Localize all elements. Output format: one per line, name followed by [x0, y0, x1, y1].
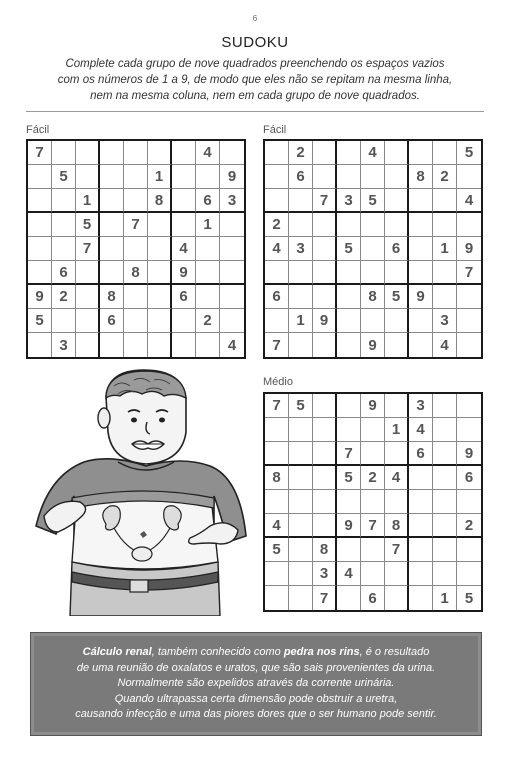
sudoku-empty-cell[interactable] [28, 333, 52, 357]
info-text: , é o resultado [359, 646, 430, 658]
sudoku-given-cell[interactable]: 7 [337, 442, 361, 466]
sudoku-empty-cell[interactable] [265, 261, 289, 285]
sudoku-empty-cell[interactable] [361, 418, 385, 442]
sudoku-empty-cell[interactable] [337, 165, 361, 189]
sudoku-empty-cell[interactable] [433, 442, 457, 466]
sudoku-empty-cell[interactable] [265, 418, 289, 442]
sudoku-empty-cell[interactable] [361, 309, 385, 333]
sudoku-empty-cell[interactable] [124, 285, 148, 309]
sudoku-empty-cell[interactable] [313, 490, 337, 514]
sudoku-given-cell[interactable]: 3 [337, 189, 361, 213]
sudoku-given-cell[interactable]: 1 [196, 213, 220, 237]
sudoku-given-cell[interactable]: 4 [172, 237, 196, 261]
sudoku-empty-cell[interactable] [313, 442, 337, 466]
sudoku-given-cell[interactable]: 4 [265, 514, 289, 538]
sudoku-empty-cell[interactable] [172, 309, 196, 333]
sudoku-empty-cell[interactable] [409, 237, 433, 261]
info-term: pedra nos rins [283, 646, 360, 658]
sudoku-empty-cell[interactable] [220, 141, 244, 165]
sudoku-empty-cell[interactable] [124, 141, 148, 165]
sudoku-empty-cell[interactable] [409, 514, 433, 538]
sudoku-empty-cell[interactable] [361, 237, 385, 261]
sudoku-empty-cell[interactable] [100, 237, 124, 261]
sudoku-given-cell[interactable]: 6 [52, 261, 76, 285]
sudoku-given-cell[interactable]: 6 [100, 309, 124, 333]
sudoku-given-cell[interactable]: 7 [265, 333, 289, 357]
sudoku-given-cell[interactable]: 9 [457, 237, 481, 261]
sudoku-empty-cell[interactable] [337, 586, 361, 610]
sudoku-given-cell[interactable]: 7 [313, 189, 337, 213]
sudoku-given-cell[interactable]: 7 [265, 394, 289, 418]
sudoku-given-cell[interactable]: 2 [289, 141, 313, 165]
sudoku-empty-cell[interactable] [28, 189, 52, 213]
sudoku-empty-cell[interactable] [313, 333, 337, 357]
puzzle-level-label: Fácil [26, 124, 50, 136]
sudoku-empty-cell[interactable] [148, 309, 172, 333]
sudoku-empty-cell[interactable] [289, 538, 313, 562]
sudoku-empty-cell[interactable] [457, 333, 481, 357]
sudoku-given-cell[interactable]: 5 [265, 538, 289, 562]
sudoku-given-cell[interactable]: 2 [52, 285, 76, 309]
sudoku-empty-cell[interactable] [172, 165, 196, 189]
sudoku-empty-cell[interactable] [196, 285, 220, 309]
sudoku-empty-cell[interactable] [289, 213, 313, 237]
sudoku-given-cell[interactable]: 5 [337, 237, 361, 261]
sudoku-given-cell[interactable]: 3 [220, 189, 244, 213]
sudoku-empty-cell[interactable] [124, 165, 148, 189]
sudoku-given-cell[interactable]: 1 [148, 165, 172, 189]
sudoku-empty-cell[interactable] [220, 261, 244, 285]
sudoku-empty-cell[interactable] [124, 333, 148, 357]
sudoku-given-cell[interactable]: 9 [337, 514, 361, 538]
sudoku-empty-cell[interactable] [28, 165, 52, 189]
sudoku-empty-cell[interactable] [457, 394, 481, 418]
sudoku-empty-cell[interactable] [457, 285, 481, 309]
sudoku-given-cell[interactable]: 7 [313, 586, 337, 610]
sudoku-empty-cell[interactable] [385, 562, 409, 586]
sudoku-empty-cell[interactable] [265, 141, 289, 165]
sudoku-given-cell[interactable]: 4 [409, 418, 433, 442]
sudoku-empty-cell[interactable] [124, 189, 148, 213]
sudoku-given-cell[interactable]: 1 [433, 586, 457, 610]
sudoku-empty-cell[interactable] [385, 490, 409, 514]
sudoku-empty-cell[interactable] [385, 141, 409, 165]
sudoku-empty-cell[interactable] [313, 213, 337, 237]
sudoku-given-cell[interactable]: 9 [457, 442, 481, 466]
sudoku-empty-cell[interactable] [265, 562, 289, 586]
sudoku-empty-cell[interactable] [457, 213, 481, 237]
sudoku-empty-cell[interactable] [100, 261, 124, 285]
sudoku-empty-cell[interactable] [265, 309, 289, 333]
sudoku-given-cell[interactable]: 4 [196, 141, 220, 165]
sudoku-empty-cell[interactable] [409, 261, 433, 285]
sudoku-empty-cell[interactable] [433, 514, 457, 538]
sudoku-empty-cell[interactable] [220, 285, 244, 309]
sudoku-given-cell[interactable]: 1 [76, 189, 100, 213]
sudoku-given-cell[interactable]: 6 [265, 285, 289, 309]
sudoku-given-cell[interactable]: 8 [265, 466, 289, 490]
sudoku-given-cell[interactable]: 2 [433, 165, 457, 189]
sudoku-given-cell[interactable]: 3 [313, 562, 337, 586]
sudoku-empty-cell[interactable] [289, 490, 313, 514]
sudoku-empty-cell[interactable] [337, 418, 361, 442]
sudoku-empty-cell[interactable] [220, 213, 244, 237]
sudoku-empty-cell[interactable] [361, 165, 385, 189]
sudoku-empty-cell[interactable] [100, 213, 124, 237]
sudoku-given-cell[interactable]: 6 [457, 466, 481, 490]
sudoku-empty-cell[interactable] [409, 562, 433, 586]
sudoku-empty-cell[interactable] [28, 261, 52, 285]
sudoku-given-cell[interactable]: 9 [313, 309, 337, 333]
sudoku-empty-cell[interactable] [433, 394, 457, 418]
sudoku-empty-cell[interactable] [385, 333, 409, 357]
sudoku-empty-cell[interactable] [361, 538, 385, 562]
sudoku-empty-cell[interactable] [385, 189, 409, 213]
sudoku-given-cell[interactable]: 4 [433, 333, 457, 357]
sudoku-empty-cell[interactable] [148, 141, 172, 165]
info-line: Quando ultrapassa certa dimensão pode obstruir a uretra, [114, 692, 398, 705]
sudoku-empty-cell[interactable] [337, 213, 361, 237]
sudoku-empty-cell[interactable] [289, 418, 313, 442]
sudoku-empty-cell[interactable] [433, 418, 457, 442]
sudoku-empty-cell[interactable] [76, 141, 100, 165]
sudoku-empty-cell[interactable] [76, 261, 100, 285]
sudoku-empty-cell[interactable] [172, 141, 196, 165]
sudoku-empty-cell[interactable] [172, 213, 196, 237]
sudoku-empty-cell[interactable] [220, 309, 244, 333]
sudoku-empty-cell[interactable] [457, 562, 481, 586]
sudoku-empty-cell[interactable] [52, 189, 76, 213]
sudoku-empty-cell[interactable] [265, 442, 289, 466]
sudoku-empty-cell[interactable] [385, 394, 409, 418]
sudoku-empty-cell[interactable] [148, 333, 172, 357]
sudoku-empty-cell[interactable] [289, 586, 313, 610]
sudoku-empty-cell[interactable] [100, 141, 124, 165]
sudoku-empty-cell[interactable] [265, 490, 289, 514]
sudoku-empty-cell[interactable] [457, 309, 481, 333]
sudoku-given-cell[interactable]: 6 [409, 442, 433, 466]
sudoku-empty-cell[interactable] [289, 514, 313, 538]
sudoku-empty-cell[interactable] [433, 285, 457, 309]
sudoku-empty-cell[interactable] [337, 309, 361, 333]
sudoku-empty-cell[interactable] [433, 213, 457, 237]
sudoku-given-cell[interactable]: 7 [361, 514, 385, 538]
sudoku-empty-cell[interactable] [76, 333, 100, 357]
instructions [40, 56, 470, 104]
sudoku-empty-cell[interactable] [28, 237, 52, 261]
info-term: Cálculo renal [82, 646, 152, 658]
sudoku-empty-cell[interactable] [265, 586, 289, 610]
sudoku-empty-cell[interactable] [313, 418, 337, 442]
sudoku-given-cell[interactable]: 4 [361, 141, 385, 165]
sudoku-given-cell[interactable]: 4 [227, 336, 237, 354]
sudoku-given-cell[interactable]: 7 [385, 538, 409, 562]
sudoku-empty-cell[interactable] [124, 309, 148, 333]
sudoku-empty-cell[interactable] [409, 309, 433, 333]
sudoku-empty-cell[interactable] [385, 586, 409, 610]
sudoku-empty-cell[interactable] [457, 165, 481, 189]
sudoku-given-cell[interactable]: 9 [220, 165, 244, 189]
sudoku-empty-cell[interactable] [148, 285, 172, 309]
sudoku-grid-2 [263, 139, 483, 359]
sudoku-empty-cell[interactable] [457, 538, 481, 562]
puzzle-level-label: Fácil [263, 124, 287, 136]
sudoku-empty-cell[interactable] [28, 213, 52, 237]
sudoku-given-cell[interactable]: 4 [265, 237, 289, 261]
sudoku-given-cell[interactable]: 3 [289, 237, 313, 261]
sudoku-empty-cell[interactable] [409, 466, 433, 490]
sudoku-empty-cell[interactable] [289, 562, 313, 586]
sudoku-empty-cell[interactable] [433, 141, 457, 165]
sudoku-grid-3 [263, 392, 483, 612]
sudoku-empty-cell[interactable] [385, 261, 409, 285]
sudoku-given-cell[interactable]: 5 [385, 285, 409, 309]
sudoku-empty-cell[interactable] [148, 261, 172, 285]
sudoku-empty-cell[interactable] [385, 213, 409, 237]
sudoku-empty-cell[interactable] [337, 333, 361, 357]
sudoku-empty-cell[interactable] [361, 562, 385, 586]
sudoku-empty-cell[interactable] [433, 490, 457, 514]
sudoku-given-cell[interactable]: 7 [28, 141, 52, 165]
sudoku-empty-cell[interactable] [337, 490, 361, 514]
sudoku-empty-cell[interactable] [409, 538, 433, 562]
sudoku-given-cell[interactable]: 2 [361, 466, 385, 490]
sudoku-empty-cell[interactable] [457, 418, 481, 442]
sudoku-empty-cell[interactable] [289, 442, 313, 466]
sudoku-empty-cell[interactable] [196, 261, 220, 285]
sudoku-empty-cell[interactable] [76, 309, 100, 333]
sudoku-given-cell[interactable]: 5 [464, 589, 474, 607]
sudoku-given-cell[interactable]: 7 [457, 261, 481, 285]
info-line: de uma reunião de oxalatos e uratos, que são sais provenientes da urina. [76, 661, 436, 674]
sudoku-given-cell[interactable]: 3 [433, 309, 457, 333]
sudoku-given-cell[interactable]: 7 [124, 213, 148, 237]
sudoku-given-cell[interactable]: 3 [52, 333, 76, 357]
sudoku-given-cell[interactable]: 4 [385, 466, 409, 490]
sudoku-empty-cell[interactable] [265, 189, 289, 213]
sudoku-given-cell[interactable]: 4 [337, 562, 361, 586]
sudoku-empty-cell[interactable] [100, 165, 124, 189]
man-with-kidney-pain-illustration [14, 366, 254, 616]
sudoku-empty-cell[interactable] [433, 538, 457, 562]
sudoku-empty-cell[interactable] [313, 261, 337, 285]
sudoku-empty-cell[interactable] [196, 165, 220, 189]
sudoku-given-cell[interactable]: 8 [385, 514, 409, 538]
sudoku-empty-cell[interactable] [433, 261, 457, 285]
sudoku-empty-cell[interactable] [361, 442, 385, 466]
sudoku-empty-cell[interactable] [337, 394, 361, 418]
sudoku-given-cell[interactable]: 4 [457, 189, 481, 213]
sudoku-given-cell[interactable]: 9 [28, 285, 52, 309]
page-number: 6 [252, 14, 258, 23]
sudoku-empty-cell[interactable] [313, 394, 337, 418]
sudoku-empty-cell[interactable] [289, 189, 313, 213]
sudoku-empty-cell[interactable] [457, 490, 481, 514]
sudoku-given-cell[interactable]: 5 [76, 213, 100, 237]
sudoku-empty-cell[interactable] [337, 538, 361, 562]
sudoku-empty-cell[interactable] [337, 285, 361, 309]
info-line: Normalmente são expelidos através da corrente urinária. [117, 677, 395, 689]
sudoku-empty-cell[interactable] [265, 165, 289, 189]
sudoku-empty-cell[interactable] [385, 309, 409, 333]
sudoku-empty-cell[interactable] [196, 333, 220, 357]
sudoku-empty-cell[interactable] [124, 237, 148, 261]
sudoku-empty-cell[interactable] [52, 237, 76, 261]
sudoku-given-cell[interactable]: 8 [124, 261, 148, 285]
sudoku-empty-cell[interactable] [313, 285, 337, 309]
sudoku-given-cell[interactable]: 5 [28, 309, 52, 333]
sudoku-given-cell[interactable]: 3 [409, 394, 433, 418]
sudoku-empty-cell[interactable] [172, 333, 196, 357]
sudoku-given-cell[interactable]: 1 [385, 418, 409, 442]
sudoku-empty-cell[interactable] [196, 237, 220, 261]
sudoku-empty-cell[interactable] [52, 309, 76, 333]
sudoku-empty-cell[interactable] [172, 189, 196, 213]
sudoku-given-cell[interactable]: 6 [196, 189, 220, 213]
instructions-line: Complete cada grupo de nove quadrados preenchendo os espaços vazios [65, 58, 445, 70]
sudoku-given-cell[interactable]: 6 [172, 285, 196, 309]
sudoku-given-cell[interactable]: 8 [361, 285, 385, 309]
sudoku-given-cell[interactable]: 2 [457, 514, 481, 538]
sudoku-empty-cell[interactable] [100, 333, 124, 357]
sudoku-empty-cell[interactable] [148, 213, 172, 237]
sudoku-empty-cell[interactable] [148, 237, 172, 261]
sudoku-given-cell[interactable]: 6 [361, 586, 385, 610]
sudoku-empty-cell[interactable] [313, 141, 337, 165]
sudoku-given-cell[interactable]: 9 [361, 394, 385, 418]
sudoku-given-cell[interactable]: 5 [457, 141, 481, 165]
sudoku-empty-cell[interactable] [409, 189, 433, 213]
sudoku-empty-cell[interactable] [409, 141, 433, 165]
sudoku-given-cell[interactable]: 8 [313, 538, 337, 562]
sudoku-empty-cell[interactable] [289, 333, 313, 357]
info-line [41, 645, 471, 661]
sudoku-empty-cell[interactable] [337, 141, 361, 165]
sudoku-empty-cell[interactable] [52, 141, 76, 165]
sudoku-given-cell[interactable]: 9 [172, 261, 196, 285]
sudoku-empty-cell[interactable] [361, 261, 385, 285]
sudoku-empty-cell[interactable] [313, 165, 337, 189]
sudoku-grid-1 [26, 139, 246, 359]
sudoku-empty-cell[interactable] [433, 189, 457, 213]
info-text: , também conhecido como [151, 646, 284, 658]
sudoku-empty-cell[interactable] [433, 466, 457, 490]
sudoku-empty-cell[interactable] [433, 562, 457, 586]
sudoku-given-cell[interactable]: 8 [100, 285, 124, 309]
sudoku-given-cell[interactable]: 8 [148, 189, 172, 213]
sudoku-given-cell[interactable]: 2 [196, 309, 220, 333]
sudoku-given-cell[interactable]: 5 [337, 466, 361, 490]
divider [26, 111, 484, 112]
sudoku-empty-cell[interactable] [76, 165, 100, 189]
kidney-stone-info-box [30, 632, 482, 736]
sudoku-empty-cell[interactable] [409, 333, 433, 357]
sudoku-given-cell[interactable]: 8 [409, 165, 433, 189]
sudoku-empty-cell[interactable] [361, 213, 385, 237]
sudoku-empty-cell[interactable] [76, 285, 100, 309]
sudoku-empty-cell[interactable] [220, 237, 244, 261]
instructions-line: com os números de 1 a 9, de modo que eles não se repitam na mesma linha, [57, 74, 453, 86]
sudoku-empty-cell[interactable] [100, 189, 124, 213]
instructions-line: nem na mesma coluna, nem em cada grupo de nove quadrados. [90, 90, 420, 102]
sudoku-empty-cell[interactable] [385, 165, 409, 189]
sudoku-empty-cell[interactable] [52, 213, 76, 237]
sudoku-given-cell[interactable]: 9 [361, 333, 385, 357]
sudoku-empty-cell[interactable] [313, 466, 337, 490]
sudoku-empty-cell[interactable] [409, 490, 433, 514]
sudoku-empty-cell[interactable] [289, 261, 313, 285]
sudoku-given-cell[interactable]: 6 [385, 237, 409, 261]
puzzle-level-label: Médio [263, 376, 293, 388]
sudoku-empty-cell[interactable] [409, 213, 433, 237]
info-line: causando infecção e uma das piores dores que o ser humano pode sentir. [75, 708, 437, 720]
sudoku-empty-cell[interactable] [337, 261, 361, 285]
sudoku-given-cell[interactable]: 5 [52, 165, 76, 189]
sudoku-given-cell[interactable]: 7 [76, 237, 100, 261]
sudoku-given-cell[interactable]: 9 [409, 285, 433, 309]
sudoku-empty-cell[interactable] [409, 586, 433, 610]
page-title: SUDOKU [221, 34, 289, 51]
sudoku-empty-cell[interactable] [361, 490, 385, 514]
sudoku-empty-cell[interactable] [313, 237, 337, 261]
sudoku-empty-cell[interactable] [313, 514, 337, 538]
sudoku-given-cell[interactable]: 1 [289, 309, 313, 333]
sudoku-given-cell[interactable]: 1 [433, 237, 457, 261]
sudoku-given-cell[interactable]: 5 [289, 394, 313, 418]
sudoku-empty-cell[interactable] [289, 466, 313, 490]
sudoku-given-cell[interactable]: 6 [289, 165, 313, 189]
sudoku-given-cell[interactable]: 2 [265, 213, 289, 237]
sudoku-given-cell[interactable]: 5 [361, 189, 385, 213]
sudoku-empty-cell[interactable] [385, 442, 409, 466]
sudoku-empty-cell[interactable] [289, 285, 313, 309]
